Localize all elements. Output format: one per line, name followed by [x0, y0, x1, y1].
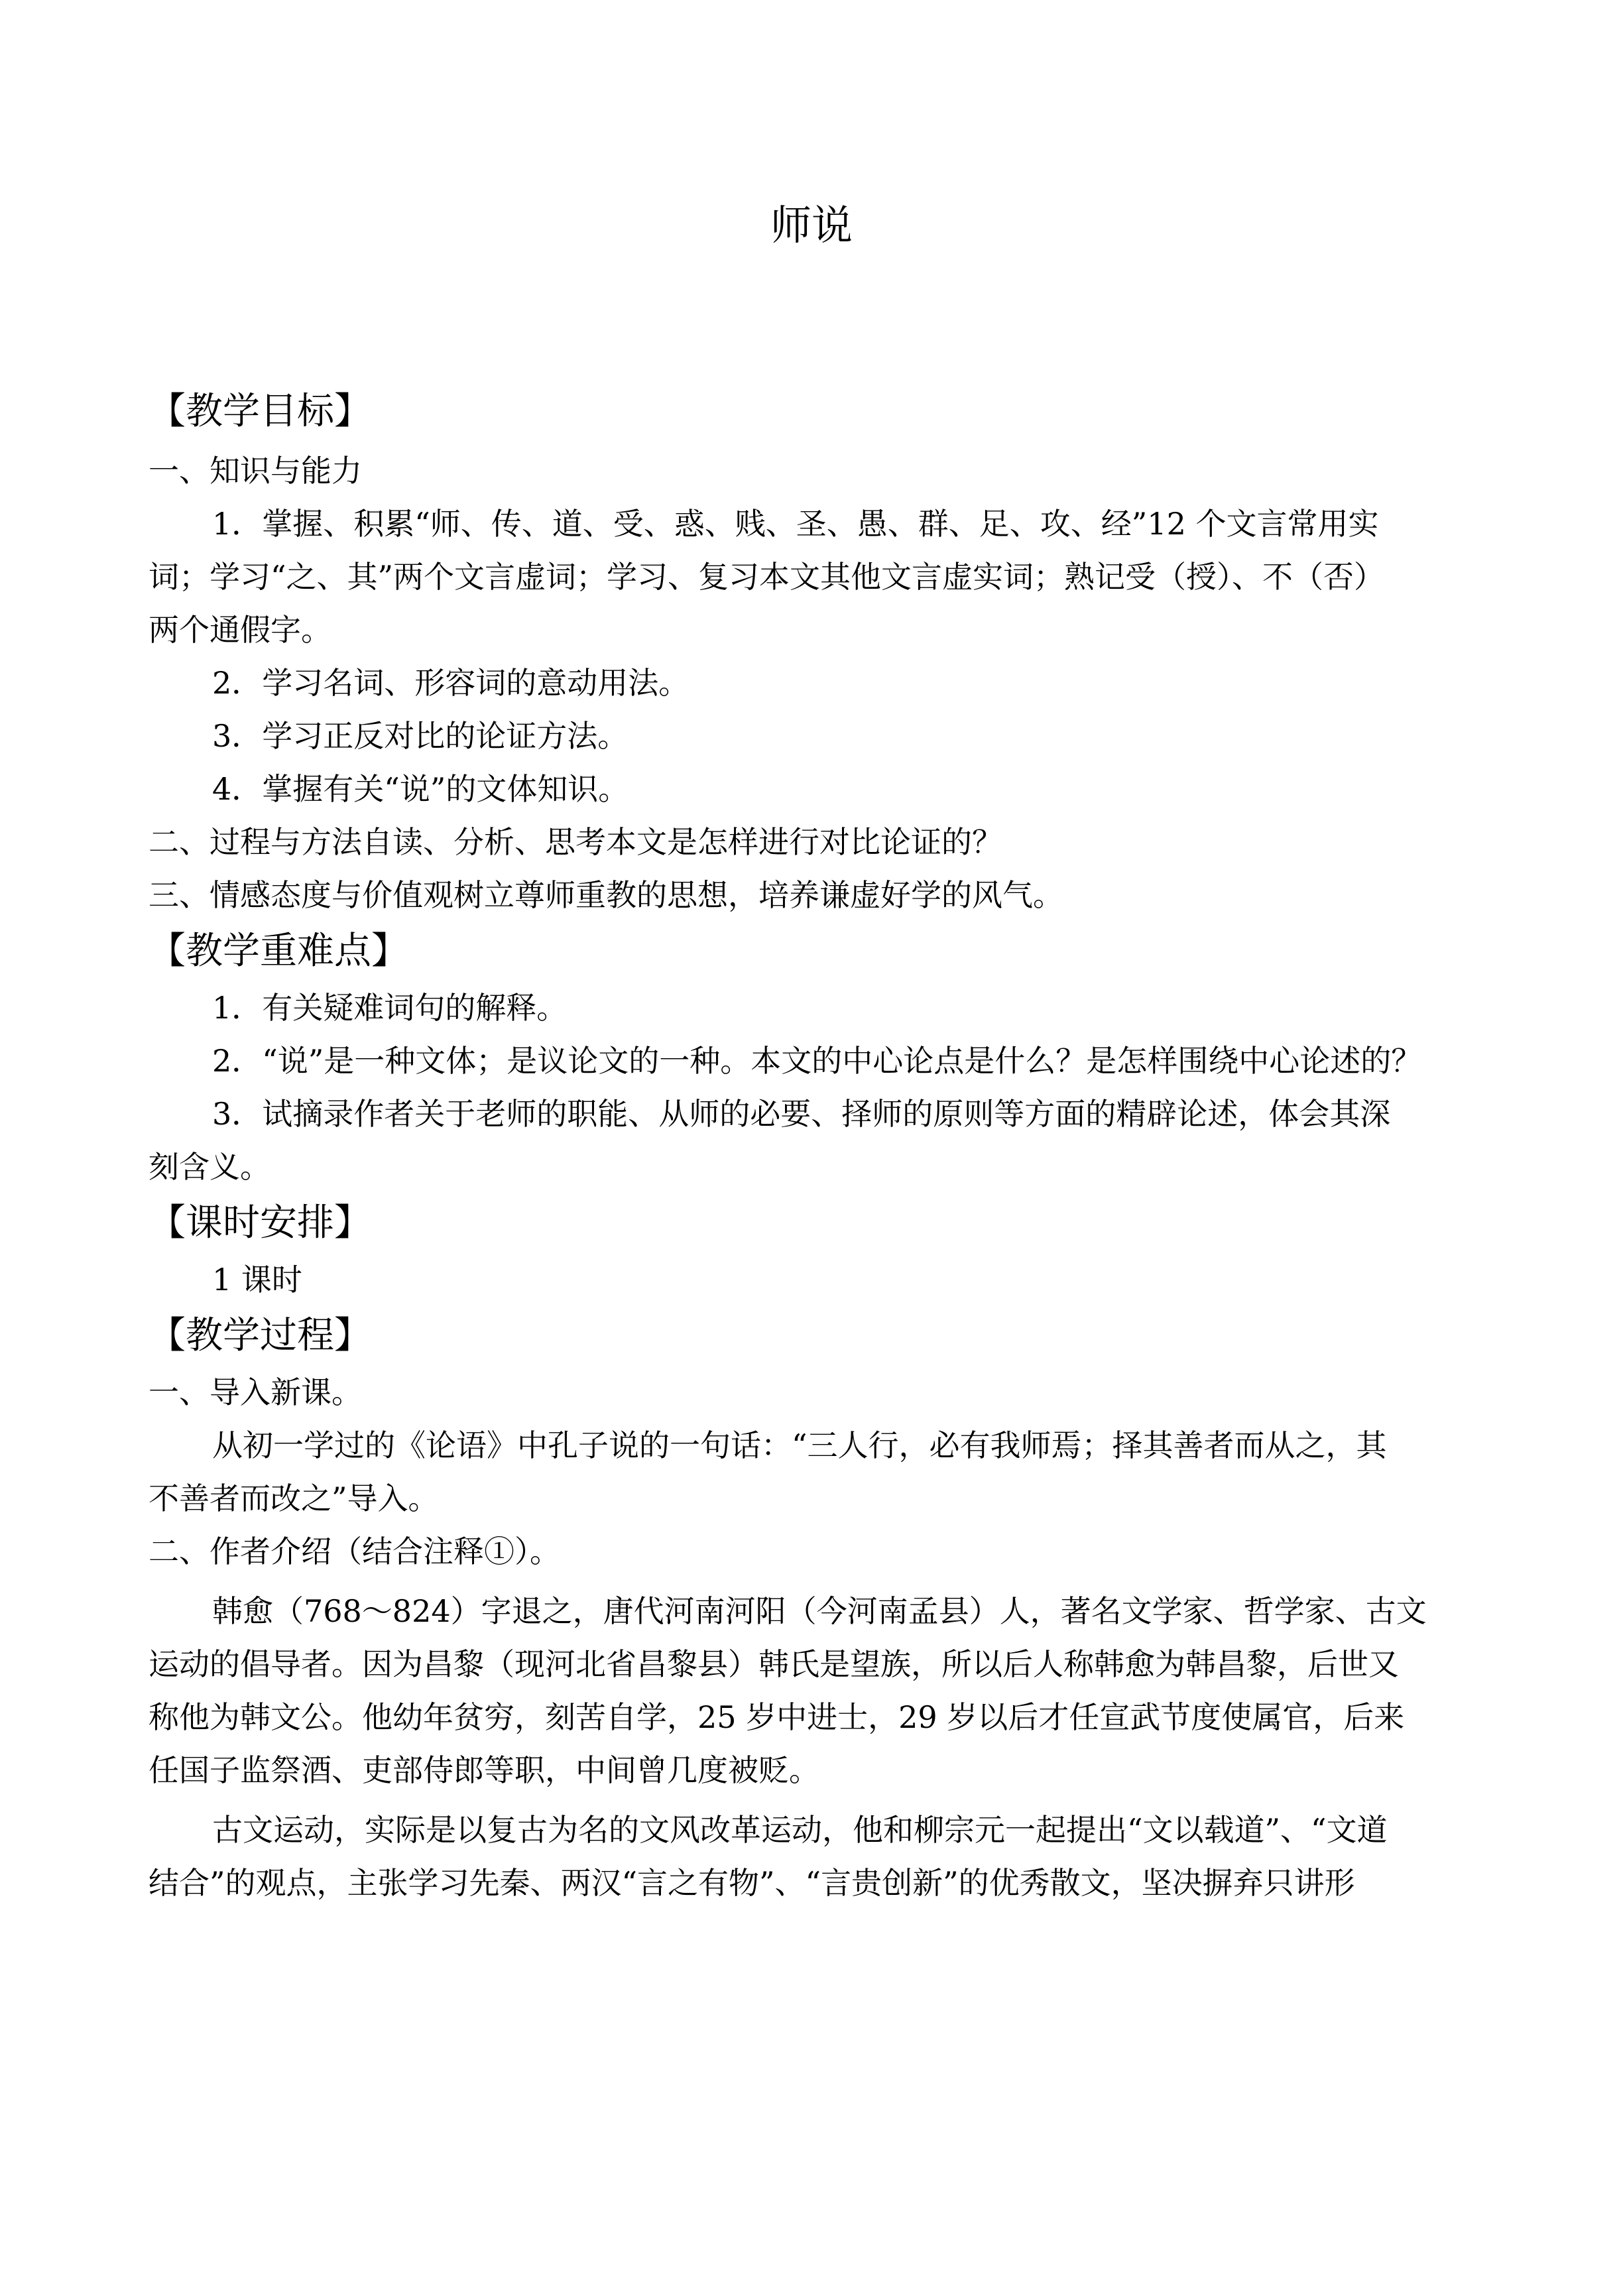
section-heading-key-points: 【教学重难点】	[149, 930, 408, 973]
paragraph-line: 结合”的观点，主张学习先秦、两汉“言之有物”、“言贵创新”的优秀散文，坚决摒弃只讲形	[149, 1865, 1355, 1901]
paragraph-line: 2．“说”是一种文体；是议论文的一种。本文的中心论点是什么？是怎样围绕中心论述的？	[212, 1043, 1422, 1079]
section-heading-process: 【教学过程】	[149, 1314, 371, 1357]
subsection-heading: 三、情感态度与价值观树立尊师重教的思想，培养谦虚好学的风气。	[149, 877, 1063, 913]
paragraph-line: 运动的倡导者。因为昌黎（现河北省昌黎县）韩氏是望族，所以后人称韩愈为韩昌黎，后世又	[149, 1646, 1399, 1682]
paragraph-line: 3．试摘录作者关于老师的职能、从师的必要、择师的原则等方面的精辟论述，体会其深	[212, 1096, 1391, 1132]
paragraph-line: 任国子监祭酒、吏部侍郎等职，中间曾几度被贬。	[149, 1752, 819, 1788]
paragraph-line: 1．有关疑难词句的解释。	[212, 990, 568, 1026]
paragraph-line: 从初一学过的《论语》中孔子说的一句话：“三人行，必有我师焉；择其善者而从之，其	[212, 1427, 1387, 1463]
paragraph-line: 词；学习“之、其”两个文言虚词；学习、复习本文其他文言虚实词；熟记受（授）、不（否）	[149, 559, 1385, 595]
paragraph-line: 称他为韩文公。他幼年贫穷，刻苦自学，25 岁中进士，29 岁以后才任宣武节度使属官，后来	[149, 1699, 1405, 1735]
paragraph-line: 2．学习名词、形容词的意动用法。	[212, 665, 690, 701]
paragraph-line: 刻含义。	[149, 1149, 270, 1185]
section-heading-objectives: 【教学目标】	[149, 390, 371, 433]
subsection-heading: 二、作者介绍（结合注释①）。	[149, 1534, 560, 1569]
paragraph-line: 古文运动，实际是以复古为名的文风改革运动，他和柳宗元一起提出“文以载道”、“文道	[212, 1812, 1388, 1848]
paragraph-line: 3．学习正反对比的论证方法。	[212, 718, 629, 754]
paragraph-line: 不善者而改之”导入。	[149, 1480, 439, 1516]
paragraph-line: 1 课时	[212, 1262, 302, 1298]
subsection-heading: 一、知识与能力	[149, 453, 362, 489]
document-body	[149, 379, 1488, 1909]
subsection-heading: 二、过程与方法自读、分析、思考本文是怎样进行对比论证的？	[149, 824, 1002, 860]
document-title: 师说	[770, 201, 853, 249]
section-heading-schedule: 【课时安排】	[149, 1201, 371, 1244]
paragraph-line: 4．掌握有关“说”的文体知识。	[212, 771, 629, 807]
paragraph-line: 1．掌握、积累“师、传、道、受、惑、贱、圣、愚、群、足、攻、经”12 个文言常用实	[212, 506, 1379, 542]
paragraph-line: 韩愈（768～824）字退之，唐代河南河阳（今河南孟县）人，著名文学家、哲学家、古文	[212, 1593, 1427, 1629]
subsection-heading: 一、导入新课。	[149, 1374, 362, 1410]
paragraph-line: 两个通假字。	[149, 612, 331, 648]
